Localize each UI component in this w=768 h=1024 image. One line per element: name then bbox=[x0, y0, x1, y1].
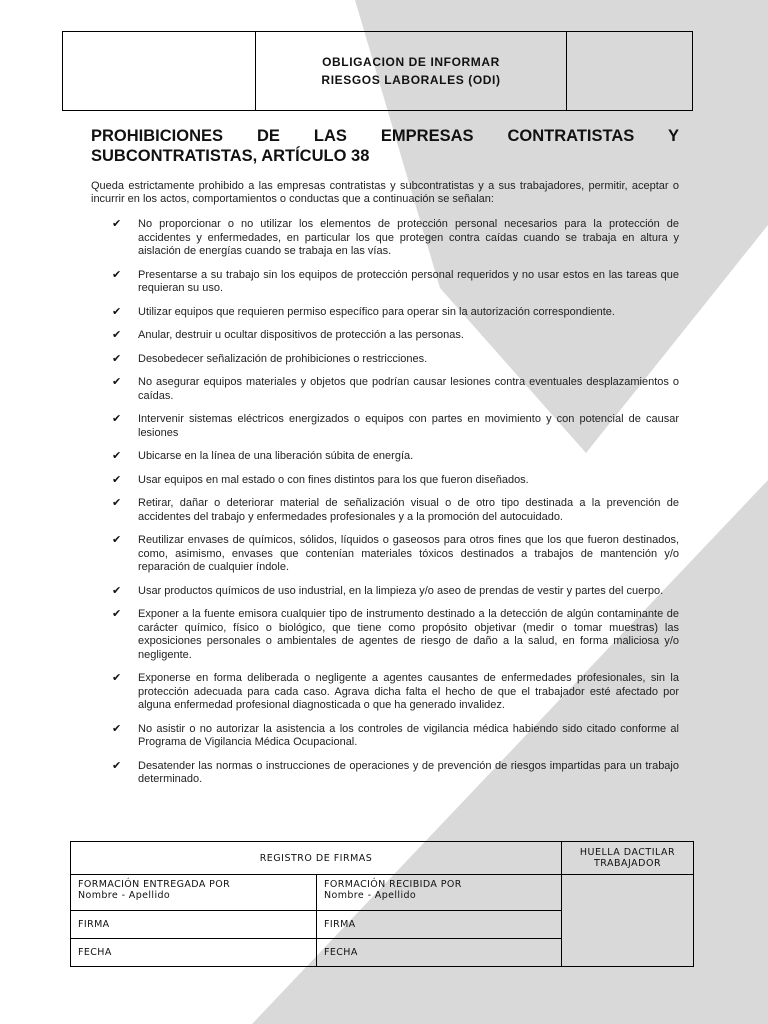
prohibitions-list bbox=[112, 218, 679, 797]
signature-given-field[interactable]: FIRMA bbox=[71, 911, 317, 939]
fingerprint-label-line2: TRABAJADOR bbox=[593, 858, 662, 869]
list-item bbox=[112, 450, 679, 464]
checkmark-icon: ✔ bbox=[112, 218, 122, 230]
signature-table-title: REGISTRO DE FIRMAS bbox=[71, 842, 562, 875]
checkmark-icon: ✔ bbox=[112, 268, 122, 281]
list-item bbox=[112, 723, 679, 750]
received-by-label: FORMACIÓN RECIBIDA POR bbox=[324, 879, 462, 890]
list-item-text: Exponer a la fuente emisora cualquier tipo de instrumento destinado a la detección de algún contaminante de carácter químico, físico o biológico, que tiene como propósito objetivar (medir o tomar muestras) las exposiciones personales o ambientales de agentes de riesgo de daño a la salud, en forma maliciosa y/o negligente. bbox=[138, 608, 679, 661]
list-item-text: Desatender las normas o instrucciones de operaciones y de prevención de riesgos impartidas para un trabajo determinado. bbox=[138, 759, 679, 785]
list-item-text: Anular, destruir u ocultar dispositivos de protección a las personas. bbox=[138, 329, 464, 341]
list-item-text: Presentarse a su trabajo sin los equipos de protección personal requeridos y no usar estos en las tareas que requieran su uso. bbox=[138, 268, 679, 294]
checkmark-icon: ✔ bbox=[112, 534, 122, 546]
header-code-cell bbox=[567, 32, 692, 110]
list-item-text: Desobedecer señalización de prohibiciones o restricciones. bbox=[138, 352, 428, 365]
list-item bbox=[112, 474, 679, 488]
list-item bbox=[112, 608, 679, 662]
list-item bbox=[112, 760, 679, 787]
list-item-text: Usar equipos en mal estado o con fines distintos para los que fueron diseñados. bbox=[138, 473, 529, 486]
date-received-field[interactable]: FECHA bbox=[317, 939, 562, 967]
checkmark-icon: ✔ bbox=[112, 352, 122, 365]
received-by-field[interactable] bbox=[317, 875, 562, 911]
given-by-field[interactable] bbox=[71, 875, 317, 911]
list-item-text: Usar productos químicos de uso industrial, en la limpieza y/o aseo de prendas de vestir y partes del cuerpo. bbox=[138, 584, 664, 597]
date-given-field[interactable]: FECHA bbox=[71, 939, 317, 967]
received-by-sub: Nombre - Apellido bbox=[324, 890, 417, 901]
list-item bbox=[112, 413, 679, 440]
list-item bbox=[112, 218, 679, 259]
checkmark-icon: ✔ bbox=[112, 497, 122, 509]
list-item bbox=[112, 269, 679, 296]
checkmark-icon: ✔ bbox=[112, 473, 122, 486]
fingerprint-box[interactable] bbox=[562, 875, 694, 967]
list-item-text: Utilizar equipos que requieren permiso específico para operar sin la autorización correspondiente. bbox=[138, 305, 615, 318]
given-by-sub: Nombre - Apellido bbox=[78, 890, 171, 901]
signature-table bbox=[70, 841, 694, 967]
list-item-text: No asegurar equipos materiales y objetos que podrían causar lesiones contra eventuales desplazamientos o caídas. bbox=[138, 376, 679, 402]
list-item bbox=[112, 376, 679, 403]
fingerprint-label-line1: HUELLA DACTILAR bbox=[579, 847, 676, 858]
page-title: PROHIBICIONES DE LAS EMPRESAS CONTRATISTAS Y SUBCONTRATISTAS, ARTÍCULO 38 bbox=[91, 127, 679, 165]
list-item bbox=[112, 329, 679, 343]
checkmark-icon: ✔ bbox=[112, 413, 122, 425]
checkmark-icon: ✔ bbox=[112, 305, 122, 318]
list-item bbox=[112, 306, 679, 320]
header-title-line2: RIESGOS LABORALES (ODI) bbox=[321, 73, 501, 87]
list-item bbox=[112, 585, 679, 599]
list-item-text: Reutilizar envases de químicos, sólidos, líquidos o gaseosos para otros fines que los que fueron destinados, como, asimismo, envases que contenían materiales tóxicos destinados a trabajos de mantención y/o reparación de cualquier índole. bbox=[138, 534, 679, 573]
checkmark-icon: ✔ bbox=[112, 450, 122, 462]
list-item-text: Ubicarse en la línea de una liberación súbita de energía. bbox=[138, 450, 414, 462]
list-item-text: Retirar, dañar o deteriorar material de señalización visual o de otro tipo destinada a la prevención de accidentes del trabajo y enfermedades profesionales y a la promoción del autocuidado. bbox=[138, 497, 679, 523]
header-logo-cell bbox=[63, 32, 256, 110]
fingerprint-header bbox=[562, 842, 694, 875]
list-item-text: No asistir o no autorizar la asistencia a los controles de vigilancia médica habiendo sido citado conforme al Programa de Vigilancia Médica Ocupacional. bbox=[138, 722, 679, 748]
list-item-text: Intervenir sistemas eléctricos energizados o equipos con partes en movimiento y con potencial de causar lesiones bbox=[138, 413, 679, 439]
intro-paragraph: Queda estrictamente prohibido a las empresas contratistas y subcontratistas y a sus trabajadores, permitir, aceptar o incurrir en los actos, comportamientos o conductas que a continuación se señalan: bbox=[91, 180, 679, 205]
list-item-text: No proporcionar o no utilizar los elementos de protección personal necesarios para la protección de accidentes y enfermedades, en particular los que protegen contra caídas cuando se trabaja en altura y aislación de energías cuando se trabaja en las vías. bbox=[138, 218, 679, 257]
list-item bbox=[112, 672, 679, 713]
list-item-text: Exponerse en forma deliberada o negligente a agentes causantes de enfermedades profesionales, sin la protección adecuada para cada caso. Agrava dicha falta el hecho de que el trabajador esté afectado por alguna enfermedad profesional diagnosticada o que ha generado invalidez. bbox=[138, 672, 679, 711]
checkmark-icon: ✔ bbox=[112, 584, 122, 597]
list-item bbox=[112, 497, 679, 524]
header-table bbox=[62, 31, 693, 111]
header-title-cell bbox=[256, 32, 567, 110]
checkmark-icon: ✔ bbox=[112, 722, 122, 735]
list-item bbox=[112, 534, 679, 575]
given-by-label: FORMACIÓN ENTREGADA POR bbox=[78, 879, 231, 890]
checkmark-icon: ✔ bbox=[112, 376, 122, 388]
checkmark-icon: ✔ bbox=[112, 608, 122, 620]
checkmark-icon: ✔ bbox=[112, 329, 122, 341]
checkmark-icon: ✔ bbox=[112, 672, 122, 684]
signature-received-field[interactable]: FIRMA bbox=[317, 911, 562, 939]
list-item bbox=[112, 353, 679, 367]
header-title-line1: OBLIGACION DE INFORMAR bbox=[322, 55, 500, 69]
checkmark-icon: ✔ bbox=[112, 759, 122, 772]
